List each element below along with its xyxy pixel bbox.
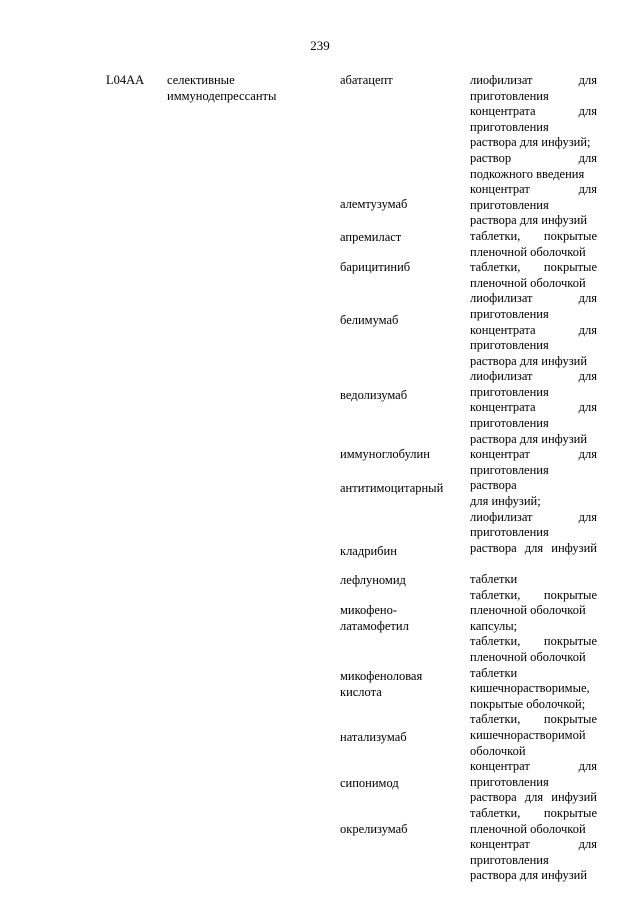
drug-name [340, 669, 422, 700]
drug-name-line: микофеноловая [340, 669, 423, 683]
dosage-form-line: раствора для инфузий [470, 868, 588, 883]
dosage-form-line: таблетки, покрытые [470, 712, 597, 727]
drug-name-line: алемтузумаб [340, 197, 408, 211]
dosage-form-line: раствора для инфузий; [470, 135, 591, 150]
dosage-form-line: покрытые оболочкой; [470, 696, 586, 711]
dosage-form-line: кишечнорастворимые, [470, 681, 590, 696]
drug-name [340, 481, 443, 497]
drug-name-line: белимумаб [340, 313, 399, 327]
dosage-form-line: подкожного введения [470, 166, 585, 181]
drug-name [340, 73, 393, 89]
dosage-form-line: концентрат для [470, 447, 597, 462]
drug-name-line: антитимоцитарный [340, 481, 444, 495]
drug-name [340, 260, 410, 276]
drug-name-line: микофено- [340, 603, 398, 617]
drug-name-line: ведолизумаб [340, 388, 408, 402]
dosage-form-line: лиофилизат для [470, 73, 597, 87]
drug-name [340, 197, 407, 213]
drug-name-line: лефлуномид [340, 573, 406, 587]
dosage-form-line: пленочной оболочкой [470, 603, 586, 618]
drug-name [340, 544, 397, 560]
dosage-form-line: приготовления [470, 338, 549, 353]
dosage-form-line: таблетки, покрытые [470, 260, 597, 275]
drug-name [340, 388, 407, 404]
group-line: селективные [167, 73, 235, 87]
dosage-form-line: приготовления [470, 119, 549, 134]
dosage-form-line: таблетки, покрытые [470, 587, 597, 602]
dosage-form-line: приготовления [470, 197, 549, 212]
dosage-form-line: пленочной оболочкой [470, 649, 586, 664]
dosage-form-line: оболочкой [470, 743, 526, 758]
drug-name [340, 603, 409, 634]
group-line: иммунодепрессанты [167, 88, 277, 103]
dosage-form-line: приготовления [470, 416, 549, 431]
dosage-form-line [470, 556, 597, 572]
dosage-form-line: приготовления [470, 384, 549, 399]
dosage-form-line: приготовления [470, 525, 549, 540]
dosage-form-line: пленочной оболочкой [470, 244, 586, 259]
dosage-form-line: пленочной оболочкой [470, 821, 586, 836]
dosage-form-line: пленочной оболочкой [470, 275, 586, 290]
drug-name [340, 313, 398, 329]
dosage-form-line: таблетки [470, 572, 518, 586]
dosage-form-line: приготовления [470, 852, 549, 867]
dosage-form-line: концентрата для [470, 400, 597, 415]
dosage-form-line: концентрат для [470, 837, 597, 852]
dosage-form-line: раствора для инфузий [470, 540, 597, 555]
drug-name [340, 776, 399, 792]
drug-name-line: натализумаб [340, 730, 407, 744]
dosage-form-line: раствора [470, 478, 517, 493]
drug-name-line: сипонимод [340, 776, 399, 790]
drug-name-line: абатацепт [340, 73, 393, 87]
drug-name [340, 822, 408, 838]
dosage-form-line: раствора для инфузий [470, 790, 597, 805]
dosage-form-line: приготовления [470, 306, 549, 321]
drug-name [340, 730, 407, 746]
drug-name-line: окрелизумаб [340, 822, 408, 836]
dosage-form-line: таблетки, покрытые [470, 805, 597, 820]
dosage-form-line: таблетки [470, 665, 518, 680]
drug-name-line: кислота [340, 684, 382, 699]
dosage-form-line: лиофилизат для [470, 509, 597, 524]
pharmacologic-group [167, 73, 276, 104]
drug-name [340, 230, 401, 246]
page-number: 239 [310, 38, 330, 53]
drug-name-line: иммуноглобулин [340, 447, 430, 461]
dosage-form-line: лиофилизат для [470, 291, 597, 306]
drug-name [340, 573, 406, 589]
dosage-form-line: раствор для [470, 150, 597, 165]
drug-name-line: барицитиниб [340, 260, 411, 274]
dosage-form-line: капсулы; [470, 618, 518, 633]
dosage-form-line: раствора для инфузий [470, 431, 588, 446]
dosage-form-line: приготовления [470, 774, 549, 789]
dosage-forms-column [470, 73, 597, 884]
dosage-form-line: концентрата для [470, 104, 597, 119]
dosage-form-line: приготовления [470, 88, 549, 103]
dosage-form-line: таблетки, покрытые [470, 634, 597, 649]
dosage-form-line: приготовления [470, 462, 549, 477]
dosage-form-line: таблетки, покрытые [470, 228, 597, 243]
dosage-form-line: концентрат для [470, 182, 597, 197]
drug-name-line: апремиласт [340, 230, 402, 244]
dosage-form-line: раствора для инфузий [470, 213, 588, 228]
dosage-form-line: раствора для инфузий [470, 353, 588, 368]
dosage-form-line: кишечнорастворимой [470, 727, 586, 742]
dosage-form-line: лиофилизат для [470, 369, 597, 384]
dosage-form-line: концентрата для [470, 322, 597, 337]
drug-name [340, 447, 430, 463]
dosage-form-line: концентрат для [470, 759, 597, 774]
atc-code: L04AA [106, 73, 145, 87]
drug-name-line: латамофетил [340, 618, 409, 633]
drug-name-line: кладрибин [340, 544, 397, 558]
dosage-form-line: для инфузий; [470, 494, 541, 509]
